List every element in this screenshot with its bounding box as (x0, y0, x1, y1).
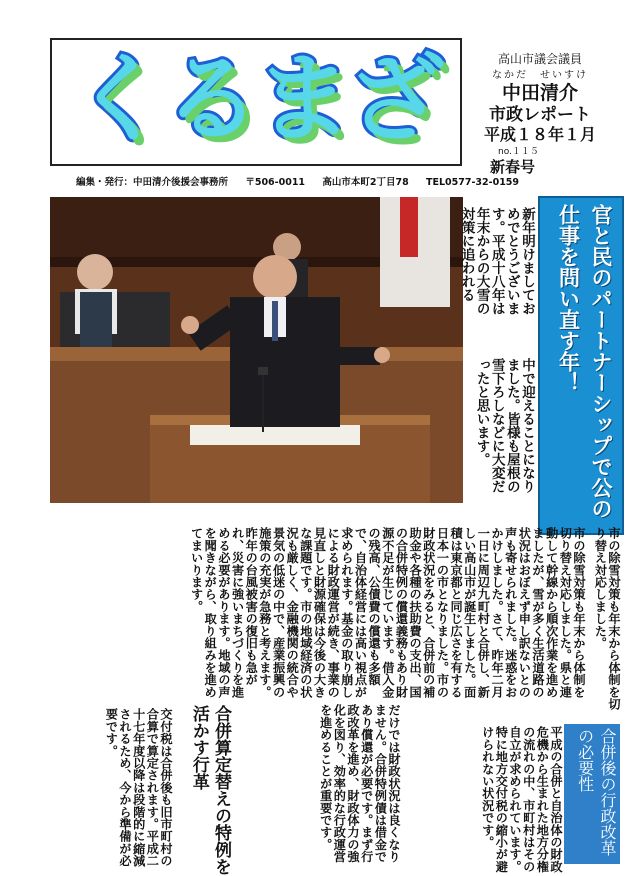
subhead-administrative-reform: 合併後の行政改革の必要性 (575, 728, 617, 856)
publisher-postal: 〒506-0011 (245, 177, 306, 188)
publisher-address: 高山市本町2丁目78 (322, 177, 409, 188)
issue-name: 新春号 (490, 158, 536, 176)
intro-text-upper: 新年明けましておめでとうございます。平成十八年は年末からの大雪の対策に追われる (458, 207, 535, 315)
author-name: 中田清介 (501, 82, 578, 104)
publisher-tel: TEL0577-32-0159 (426, 177, 520, 188)
assembly-photo-image (50, 197, 463, 503)
main-headline: 官と民のパートナーシップで公の仕事を問い直す年！ (556, 204, 613, 519)
report-label: 市政レポート (489, 105, 591, 125)
issue-date: 平成１８年１月 (483, 125, 596, 144)
body-text-section2-c: 交付税は合併後も旧市町村の合算で算定されます。平成二十七年度以降は段階的に縮減されるため、今から準備が必要です。 (104, 708, 173, 867)
subhead-merger-special-case: 合併算定替えの特例を活かす行革 (188, 705, 231, 875)
body-text-section2-b: だけでは財政状況は良くなりません。合併特例債は借金であり償還が必要です。まず行政改革を進め、財政体力の強化を図り、効率的な行政運営を進めることが重要です。 (318, 704, 401, 863)
newsletter-title-logo: くるまざ (72, 43, 440, 155)
intro-text-lower: 中で迎えることになりました。皆様も屋根の雪下ろしなどに大変だったと思います。 (473, 358, 535, 493)
issue-number: no.１１５ (498, 147, 539, 157)
body-text-section2-a: 平成の合併と自治体の財政危機から生まれた地方分権の流れの中、市町村はその自立が求められています。特に地方交付税の縮小が避けられない状況です。 (480, 726, 563, 873)
body-text-side: 市の除雪対策も年末から体制を切り替え対応しました。 (593, 527, 621, 710)
publisher-label: 編集・発行：中田清介後援会事務所 (76, 177, 229, 188)
publisher-line (76, 174, 556, 188)
body-text-main: 市の除雪対策も年末から体制を切り替え対応しました。県と連動して幹線から順次作業を進めましたが、雪が多く生活道路の状況はおぼえず申し訳ないとの声も寄せられました。迷惑をおかけしました。さて、昨年二月一日に周辺九町村と合併し、新しい高山市が誕生しました。面積は東京都と同じ広さを有する日本一の市となりました。市の財政状況をみると、合併前の補助金や各種の扶助費の支出、国の合併特例の償還義務もあり財源不足が生じています。借入金の残高、公債費の償還も多額で、自治体経営には高い視点が求められます。基金の取り崩しによる財政運営が続き、事業の見直しと財源確保は今後の大きな課題です。市の地域経済の状況も厳しく、金融機関の統合や景気の低迷の中で、産業振興の施策の充実が急務と考えます。昨年の台風被害の復旧も急がれ、災害に強いまちづくりを進める必要があります。地域の声を聞きながら、取り組みを進めてまいります。 (189, 527, 586, 698)
assembly-photo (50, 197, 463, 503)
name-reading: なかだ せいすけ (492, 70, 588, 81)
council-member-label: 高山市議会議員 (497, 52, 582, 66)
